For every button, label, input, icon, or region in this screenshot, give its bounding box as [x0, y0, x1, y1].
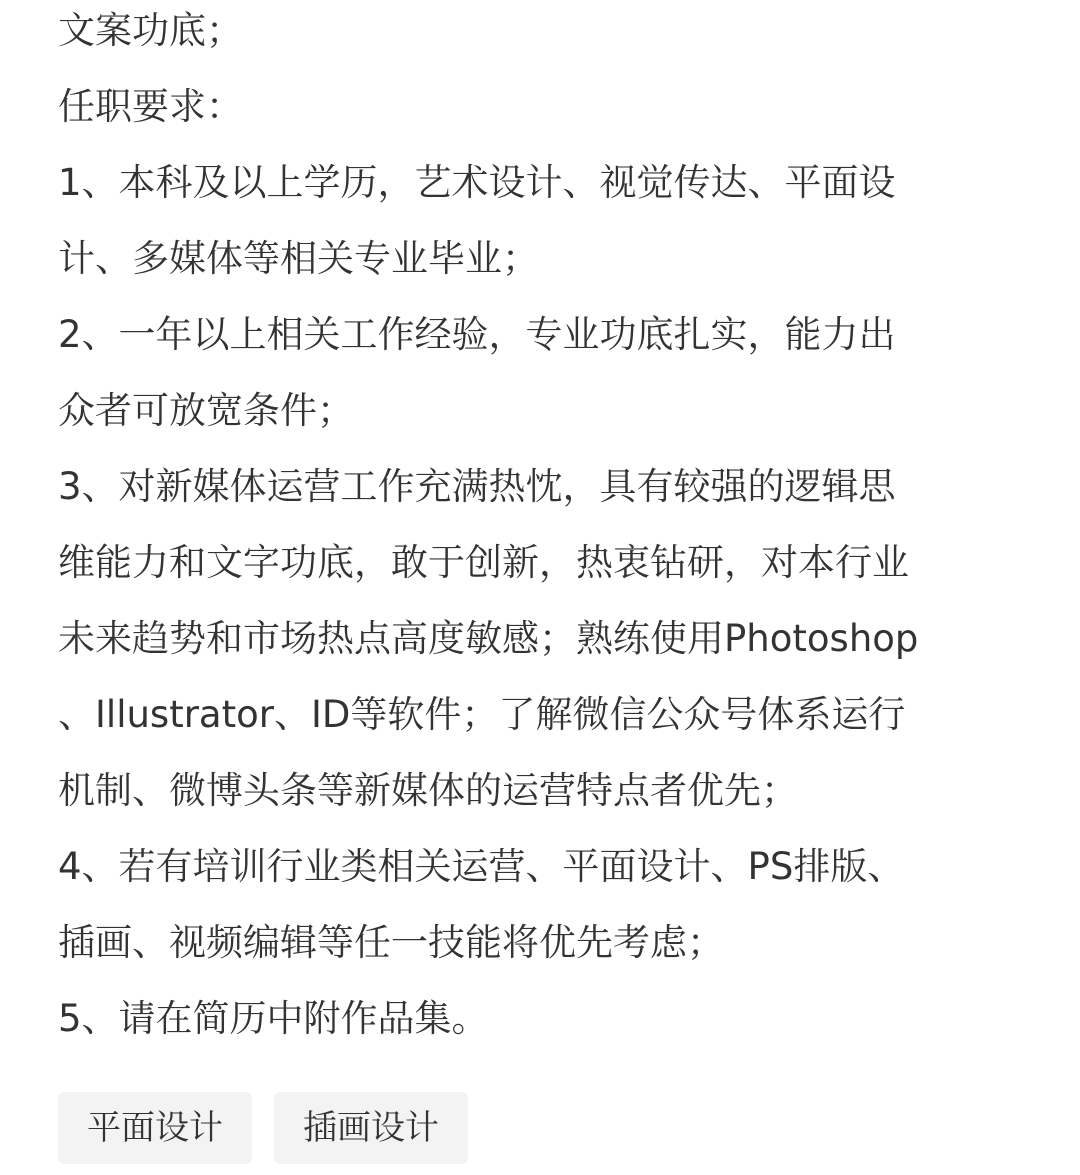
tag-graphic-design[interactable]: 平面设计: [58, 1092, 252, 1164]
text-line: 、Illustrator、ID等软件；了解微信公众号体系运行: [58, 693, 906, 736]
text-line: 1、本科及以上学历，艺术设计、视觉传达、平面设: [58, 161, 896, 204]
job-requirements-text: [58, 0, 1038, 1057]
text-line: 2、一年以上相关工作经验，专业功底扎实，能力出: [58, 313, 896, 356]
text-line: 3、对新媒体运营工作充满热忱，具有较强的逻辑思: [58, 465, 896, 508]
text-line: 插画、视频编辑等任一技能将优先考虑；: [58, 921, 724, 964]
skill-tags: [58, 1092, 468, 1164]
text-line: 文案功底；: [58, 9, 243, 52]
text-line: 未来趋势和市场热点高度敏感；熟练使用Photoshop: [58, 617, 919, 660]
tag-illustration-design[interactable]: 插画设计: [274, 1092, 468, 1164]
text-line: 计、多媒体等相关专业毕业；: [58, 237, 539, 280]
text-line: 4、若有培训行业类相关运营、平面设计、PS排版、: [58, 845, 905, 888]
text-line: 机制、微博头条等新媒体的运营特点者优先；: [58, 769, 798, 812]
text-line: 5、请在简历中附作品集。: [58, 997, 489, 1040]
text-line: 众者可放宽条件；: [58, 389, 354, 432]
text-line: 维能力和文字功底，敢于创新，热衷钻研，对本行业: [58, 541, 909, 584]
requirements-heading: 任职要求：: [58, 85, 243, 128]
